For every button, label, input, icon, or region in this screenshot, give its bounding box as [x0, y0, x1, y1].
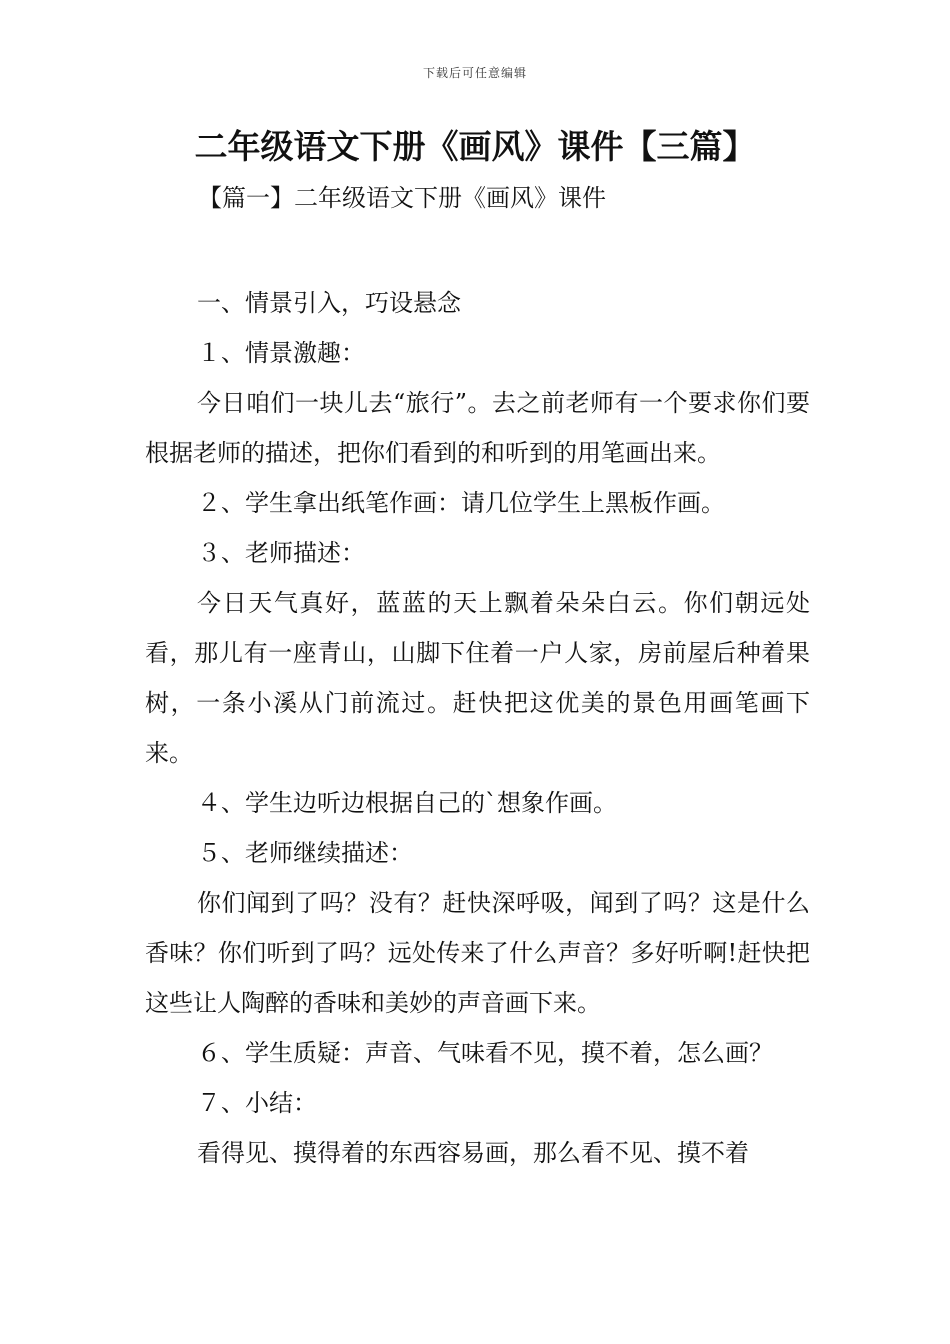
paragraph-step-3: ３、老师描述： — [197, 539, 365, 567]
section-subtitle: 【篇一】二年级语文下册《画风》课件 — [198, 184, 606, 212]
paragraph-section-heading: 一、情景引入，巧设悬念 — [197, 289, 461, 317]
paragraph-step-1: １、情景激趣： — [197, 339, 365, 367]
paragraph-step-7-text: 看得见、摸得着的东西容易画，那么看不见、摸不着 — [197, 1139, 749, 1167]
paragraph-step-2: ２、学生拿出纸笔作画：请几位学生上黑板作画。 — [197, 489, 725, 517]
document-title: 二年级语文下册《画风》课件【三篇】 — [194, 127, 756, 166]
paragraph-step-1-text: 今日咱们一块儿去“旅行”。去之前老师有一个要求你们要根据老师的描述，把你们看到的和听到的用笔画出来。 — [145, 389, 810, 467]
paragraph-step-3-text: 今日天气真好，蓝蓝的天上飘着朵朵白云。你们朝远处看，那儿有一座青山，山脚下住着一户人家，房前屋后种着果树，一条小溪从门前流过。赶快把这优美的景色用画笔画下来。 — [145, 589, 810, 767]
header-watermark: 下载后可任意编辑 — [422, 66, 527, 80]
paragraph-step-4: ４、学生边听边根据自己的`想象作画。 — [197, 789, 617, 817]
document-body — [145, 278, 810, 1178]
paragraph-step-5-text: 你们闻到了吗？没有？赶快深呼吸，闻到了吗？这是什么香味？你们听到了吗？远处传来了什么声音？多好听啊!赶快把这些让人陶醉的香味和美妙的声音画下来。 — [145, 889, 810, 1017]
paragraph-step-5: ５、老师继续描述： — [197, 839, 413, 867]
paragraph-step-6: ６、学生质疑：声音、气味看不见，摸不着，怎么画？ — [197, 1039, 773, 1067]
paragraph-step-7: ７、小结： — [197, 1089, 317, 1117]
